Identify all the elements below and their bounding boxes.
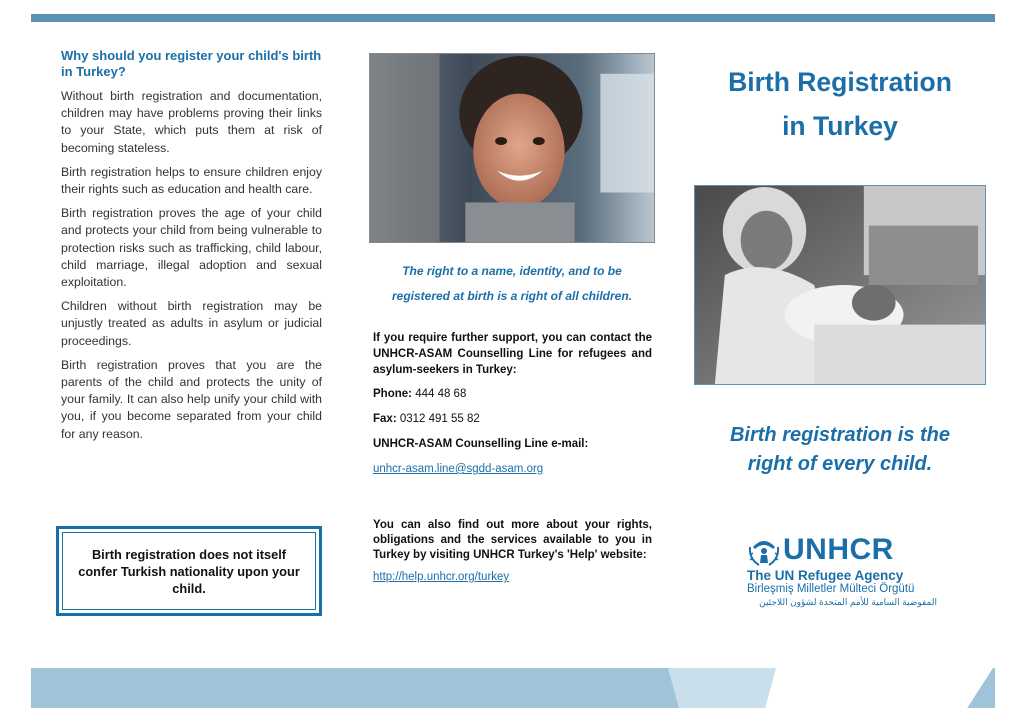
slogan-line-1: Birth registration is the bbox=[729, 424, 951, 446]
help-website-link[interactable]: http://help.unhcr.org/turkey bbox=[373, 571, 510, 583]
photo-mother-with-newborn bbox=[694, 185, 986, 385]
phone-line bbox=[373, 387, 652, 401]
paragraph-rights: Birth registration helps to ensure children enjoy their rights such as education and health care. bbox=[61, 164, 322, 197]
support-text: If you require further support, you can contact the UNHCR-ASAM Counselling Line for refugees and asylum-seekers in Turkey: bbox=[373, 332, 652, 376]
logo-wordmark: UNHCR bbox=[783, 533, 894, 566]
paragraph-age: Birth registration proves the age of your child and protects your child from being vulnerable to protection risks such as trafficking, child labour, child marriage, illegal adoption and sexual exploitation. bbox=[61, 206, 322, 290]
fax-value: 0312 491 55 82 bbox=[399, 413, 480, 425]
more-info-text: You can also find out more about your rights, obligations and the services available to you in Turkey by visiting UNHCR Turkey's 'Help' website: bbox=[373, 519, 652, 561]
title-line-1: Birth Registration bbox=[728, 67, 952, 97]
title-line-2: in Turkey bbox=[782, 111, 898, 141]
paragraph-stateless: Without birth registration and documentation, children may have problems proving their links to your State, which puts them at risk of becoming stateless. bbox=[61, 89, 322, 155]
slogan bbox=[694, 421, 986, 479]
left-panel bbox=[61, 48, 322, 450]
quote-line-2: registered at birth is a right of all children. bbox=[391, 289, 633, 303]
email-label-line bbox=[373, 437, 652, 451]
logo-tagline-tr: Birleşmiş Milletler Mülteci Örgütü bbox=[747, 583, 915, 595]
fax-line bbox=[373, 412, 652, 426]
paragraph-family: Birth registration proves that you are the parents of the child and protects the unity of your family. It can also help unify your child with you, if you become separated from your child for any reason. bbox=[61, 357, 322, 441]
nationality-note: Birth registration does not itself confer Turkish nationality upon your child. bbox=[78, 546, 300, 596]
slogan-line-2: right of every child. bbox=[747, 453, 933, 475]
photo-smiling-girl bbox=[369, 53, 655, 243]
email-link[interactable]: unhcr-asam.line@sgdd-asam.org bbox=[373, 463, 544, 475]
logo-tagline-ar: المفوضية السامية للأمم المتحدة لشؤون اللاجئين bbox=[759, 597, 937, 607]
contact-section bbox=[373, 330, 652, 487]
bottom-decor-tab bbox=[668, 668, 776, 708]
more-info-section bbox=[373, 518, 652, 583]
fax-label: Fax: bbox=[373, 413, 397, 425]
unhcr-logo bbox=[747, 533, 937, 608]
phone-value: 444 48 68 bbox=[415, 388, 467, 400]
logo-tagline-en: The UN Refugee Agency bbox=[747, 568, 904, 583]
top-decor-bar bbox=[31, 14, 995, 22]
paragraph-asylum: Children without birth registration may be unjustly treated as adults in asylum or judicial proceedings. bbox=[61, 299, 322, 348]
unhcr-emblem-icon bbox=[747, 533, 781, 567]
panel-heading: Why should you register your child's birth in Turkey? bbox=[61, 48, 322, 79]
child-rights-quote bbox=[371, 259, 653, 309]
brochure-title bbox=[694, 60, 986, 148]
nationality-note-box bbox=[56, 526, 322, 616]
phone-label: Phone: bbox=[373, 388, 412, 400]
bottom-decor-band bbox=[31, 668, 995, 708]
quote-line-1: The right to a name, identity, and to be bbox=[402, 264, 622, 278]
email-label: UNHCR-ASAM Counselling Line e-mail: bbox=[373, 438, 589, 450]
